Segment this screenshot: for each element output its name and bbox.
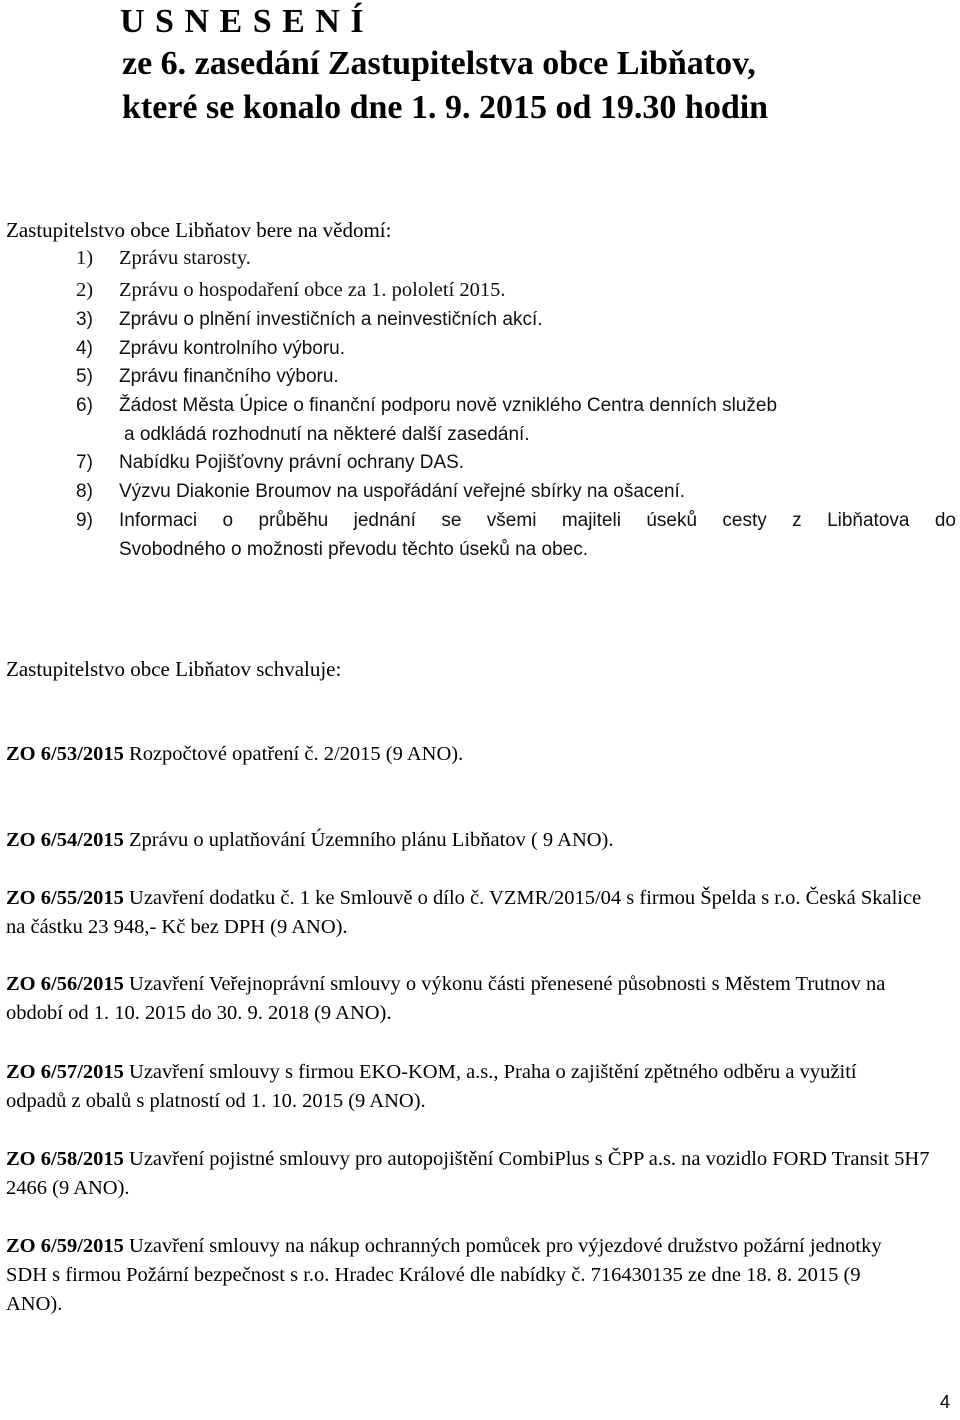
ack-item-number: 7) — [76, 452, 93, 473]
ack-item-text: Informaci o průběhu jednání se všemi majiteli úseků cesty z Libňatova do — [119, 510, 956, 531]
ack-item-text: Žádost Města Úpice o finanční podporu nově vzniklého Centra denních služeb — [119, 395, 778, 416]
ack-item-5 — [76, 365, 339, 389]
ack-item-4 — [76, 337, 345, 361]
ack-item-number: 4) — [76, 338, 93, 359]
resolution-text: Zprávu o uplatňování Územního plánu Libňatov ( 9 ANO). — [123, 829, 614, 851]
acknowledges-heading: Zastupitelstvo obce Libňatov bere na vědomí: — [6, 218, 392, 242]
resolution-code: ZO 6/56/2015 — [6, 973, 124, 995]
ack-item-text: Nabídku Pojišťovny právní ochrany DAS. — [119, 452, 465, 473]
ack-item-number: 6) — [76, 395, 93, 416]
ack-item-8 — [76, 480, 685, 504]
resolution-53 — [6, 740, 950, 769]
resolution-text: Uzavření smlouvy s firmou EKO-KOM, a.s., Praha o zajištění zpětného odběru a využití odpadů z obalů s platností od 1. 10. 2015 (9 ANO). — [6, 1061, 857, 1112]
document-subtitle-line2: které se konalo dne 1. 9. 2015 od 19.30 hodin — [122, 89, 769, 126]
document-title: U S N E S E N Í — [120, 3, 365, 40]
ack-item-2 — [76, 278, 506, 302]
ack-item-number: 8) — [76, 481, 93, 502]
resolution-text: Uzavření pojistné smlouvy pro autopojištění CombiPlus s ČPP a.s. na vozidlo FORD Transit 5H7 2466 (9 ANO). — [6, 1148, 930, 1199]
resolution-code: ZO 6/53/2015 — [6, 743, 124, 765]
ack-item-text: Zprávu o plnění investičních a neinvestičních akcí. — [119, 309, 543, 330]
ack-item-text: Zprávu finančního výboru. — [119, 366, 339, 387]
resolution-code: ZO 6/55/2015 — [6, 887, 124, 909]
ack-item-text: Výzvu Diakonie Broumov na uspořádání veřejné sbírky na ošacení. — [119, 481, 686, 502]
ack-item-3 — [76, 308, 543, 332]
resolution-text: Rozpočtové opatření č. 2/2015 (9 ANO). — [123, 743, 464, 765]
ack-item-9 — [76, 509, 956, 533]
ack-item-7 — [76, 451, 464, 475]
ack-item-text: Zprávu starosty. — [119, 247, 251, 269]
resolution-58 — [6, 1145, 950, 1203]
resolution-59 — [6, 1232, 906, 1319]
resolution-55 — [6, 884, 936, 942]
resolution-text: Uzavření Veřejnoprávní smlouvy o výkonu části přenesené působnosti s Městem Trutnov na období od 1. 10. 2015 do 30. 9. 2018 (9 ANO). — [6, 973, 886, 1024]
approves-heading: Zastupitelstvo obce Libňatov schvaluje: — [6, 657, 342, 681]
resolution-code: ZO 6/58/2015 — [6, 1148, 124, 1170]
resolution-code: ZO 6/54/2015 — [6, 829, 124, 851]
resolution-56 — [6, 970, 886, 1028]
resolution-code: ZO 6/59/2015 — [6, 1235, 124, 1257]
ack-item-text: Zprávu o hospodaření obce za 1. pololetí 2015. — [119, 279, 506, 301]
ack-item-9-continuation: Svobodného o možnosti převodu těchto úseků na obec. — [119, 539, 588, 560]
resolution-57 — [6, 1058, 896, 1116]
ack-item-6-continuation: a odkládá rozhodnutí na některé další zasedání. — [124, 424, 530, 445]
ack-item-number: 3) — [76, 309, 93, 330]
resolution-54 — [6, 826, 950, 855]
ack-item-text: Zprávu kontrolního výboru. — [119, 338, 346, 359]
ack-item-1 — [76, 246, 251, 270]
resolution-text: Uzavření dodatku č. 1 ke Smlouvě o dílo č. VZMR/2015/04 s firmou Špelda s r.o. Česká Skalice na částku 23 948,- Kč bez DPH (9 ANO). — [6, 887, 922, 938]
ack-item-number: 5) — [76, 366, 93, 387]
page-number: 4 — [939, 1392, 950, 1412]
resolution-code: ZO 6/57/2015 — [6, 1061, 124, 1083]
ack-item-number: 9) — [76, 510, 93, 531]
ack-item-number: 2) — [76, 279, 94, 301]
document-subtitle-line1: ze 6. zasedání Zastupitelstva obce Libňatov, — [122, 45, 756, 82]
ack-item-6 — [76, 394, 777, 418]
ack-item-number: 1) — [76, 247, 94, 269]
resolution-text: Uzavření smlouvy na nákup ochranných pomůcek pro výjezdové družstvo požární jednotky SDH s firmou Požární bezpečnost s r.o. Hradec Králové dle nabídky č. 716430135 ze dne 18. 8. 2015 (9 ANO). — [6, 1235, 882, 1315]
